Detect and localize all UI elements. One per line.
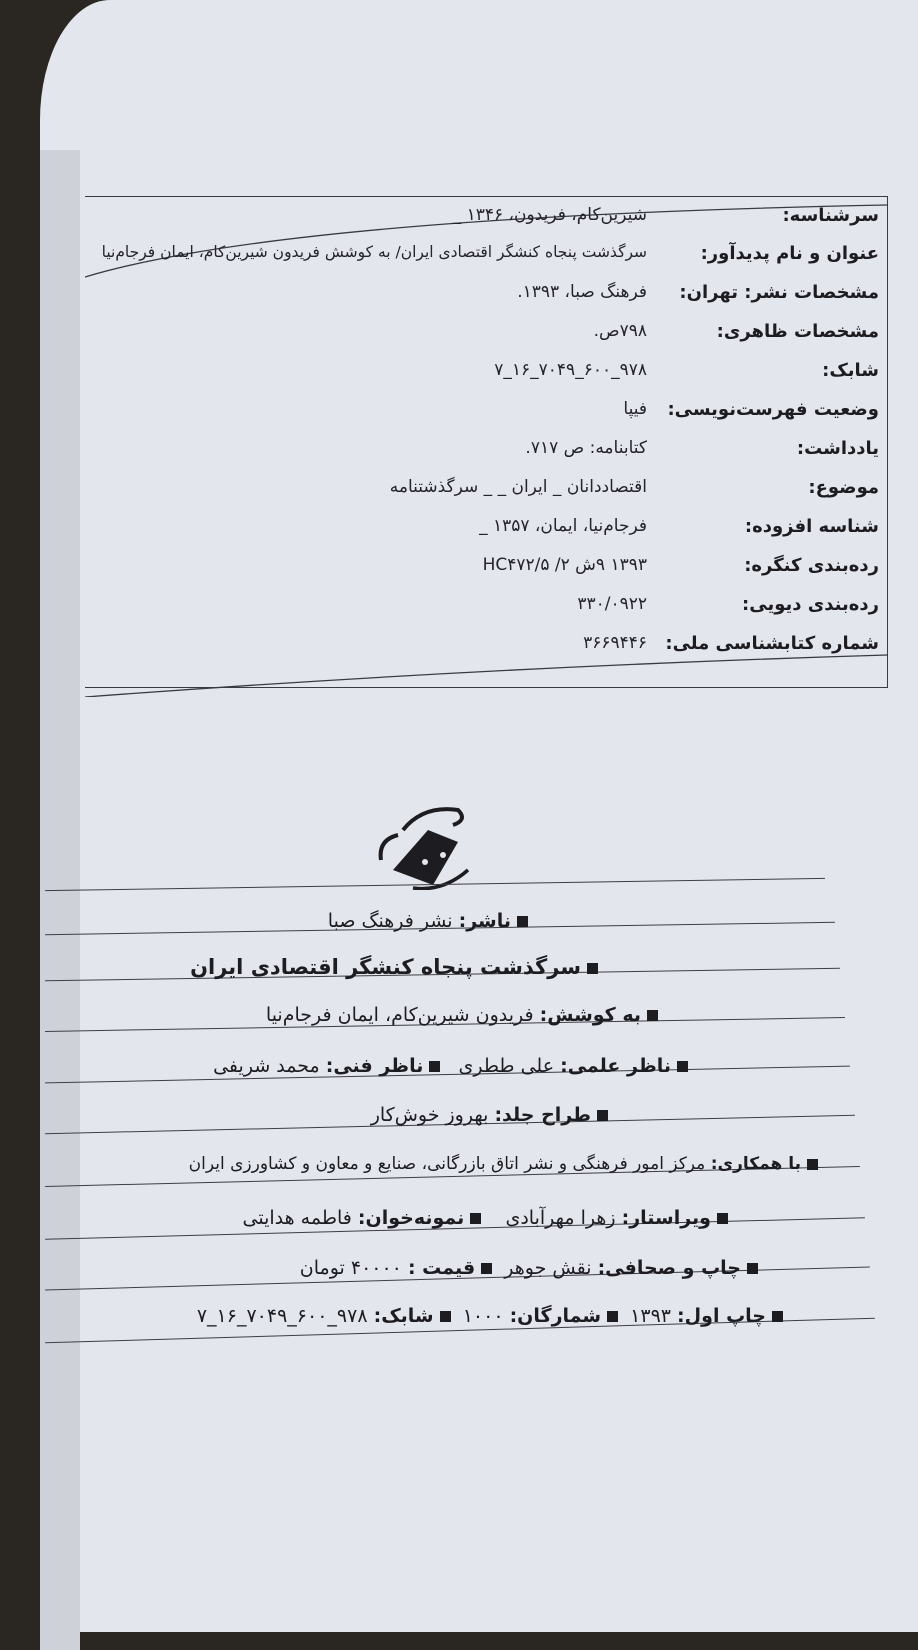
cip-value: سرگذشت پنجاه کنشگر اقتصادی ایران/ به کوشش فریدون شیرین‌کام، ایمان فرجام‌نیا <box>101 243 647 261</box>
cip-row <box>85 438 879 478</box>
bullet-square-icon <box>807 1159 818 1170</box>
publisher-logo <box>373 800 483 890</box>
bullet-square-icon <box>607 1311 618 1322</box>
bullet-square-icon <box>481 1263 492 1274</box>
cip-value: فیپا <box>623 399 647 419</box>
cip-label: رده‌بندی کنگره: <box>744 555 879 576</box>
credit-edition: چاپ اول: ۱۳۹۳ شمارگان: ۱۰۰۰ شابک: ۹۷۸_۶۰۰_۷۰۴۹_۱۶_۷ <box>197 1305 783 1327</box>
credit-compiled-by: به کوشش: فریدون شیرین‌کام، ایمان فرجام‌نیا <box>266 1004 658 1026</box>
bullet-square-icon <box>470 1213 481 1224</box>
page-edge <box>40 150 80 1650</box>
bullet-square-icon <box>717 1213 728 1224</box>
cip-label: عنوان و نام پدیدآور: <box>700 243 879 264</box>
cip-label: رده‌بندی دیویی: <box>742 594 879 615</box>
cip-row <box>85 321 879 361</box>
credit-cover-designer: طراح جلد: بهروز خوش‌کار <box>371 1104 608 1126</box>
credit-title: سرگذشت پنجاه کنشگر اقتصادی ایران <box>190 955 598 979</box>
cip-row <box>85 360 879 400</box>
cip-row <box>85 399 879 439</box>
cip-label: شناسه افزوده: <box>744 516 879 537</box>
cip-value: ۳۳۰/۰۹۲۲ <box>577 594 647 614</box>
cip-row <box>85 594 879 634</box>
book-page <box>40 0 918 1632</box>
cip-value: ۷۹۸ص. <box>593 321 647 341</box>
cip-value: شیرین‌کام، فریدون، ۱۳۴۶ _ <box>452 205 647 225</box>
cip-label: سرشناسه: <box>782 205 879 226</box>
cip-row <box>85 555 879 595</box>
cip-value: کتابنامه: ص ۷۱۷. <box>525 438 647 458</box>
bullet-square-icon <box>647 1010 658 1021</box>
cip-value: فرهنگ صبا، ۱۳۹۳. <box>517 282 647 302</box>
cip-value: فرجام‌نیا، ایمان، ۱۳۵۷ _ <box>479 516 647 536</box>
cip-label: موضوع: <box>808 477 879 498</box>
cip-row <box>85 477 879 517</box>
cip-label: یادداشت: <box>796 438 879 459</box>
cip-row <box>85 243 879 283</box>
cip-label: شابک: <box>822 360 879 381</box>
bullet-square-icon <box>747 1263 758 1274</box>
bullet-square-icon <box>677 1061 688 1072</box>
bullet-square-icon <box>517 916 528 927</box>
cip-label: مشخصات نشر: تهران: <box>679 282 879 303</box>
credit-collaboration: با همکاری: مرکز امور فرهنگی و نشر اتاق بازرگانی، صنایع و معاون و کشاورزی ایران <box>189 1154 818 1174</box>
cip-row <box>85 282 879 322</box>
cip-row <box>85 516 879 556</box>
bullet-square-icon <box>429 1061 440 1072</box>
cip-row <box>85 633 879 673</box>
bullet-square-icon <box>772 1311 783 1322</box>
credit-publisher: ناشر: نشر فرهنگ صبا <box>328 910 528 932</box>
bullet-square-icon <box>587 963 598 974</box>
cip-row <box>85 205 879 245</box>
cip-label: مشخصات ظاهری: <box>716 321 879 342</box>
cip-label: وضعیت فهرست‌نویسی: <box>667 399 879 420</box>
credit-print: چاپ و صحافی: نقش جوهر قیمت : ۴۰۰۰۰ تومان <box>300 1257 758 1279</box>
cip-value: ۳۶۶۹۴۴۶ <box>583 633 647 653</box>
credit-supervisors: ناظر علمی: علی ططری ناظر فنی: محمد شریفی <box>213 1055 688 1077</box>
cip-label: شماره کتابشناسی ملی: <box>665 633 879 654</box>
cip-value: ۹۷۸_۶۰۰_۷۰۴۹_۱۶_۷ <box>494 360 647 380</box>
cataloging-box <box>85 196 888 688</box>
cip-value: ۱۳۹۳ ۹ش ۲/ HC۴۷۲/۵ <box>482 555 647 575</box>
bullet-square-icon <box>440 1311 451 1322</box>
credit-editors: ویراستار: زهرا مهرآبادی نمونه‌خوان: فاطمه هدایتی <box>243 1207 728 1229</box>
cip-value: اقتصاددانان _ ایران _ _ سرگذشتنامه <box>389 477 647 497</box>
bullet-square-icon <box>597 1110 608 1121</box>
